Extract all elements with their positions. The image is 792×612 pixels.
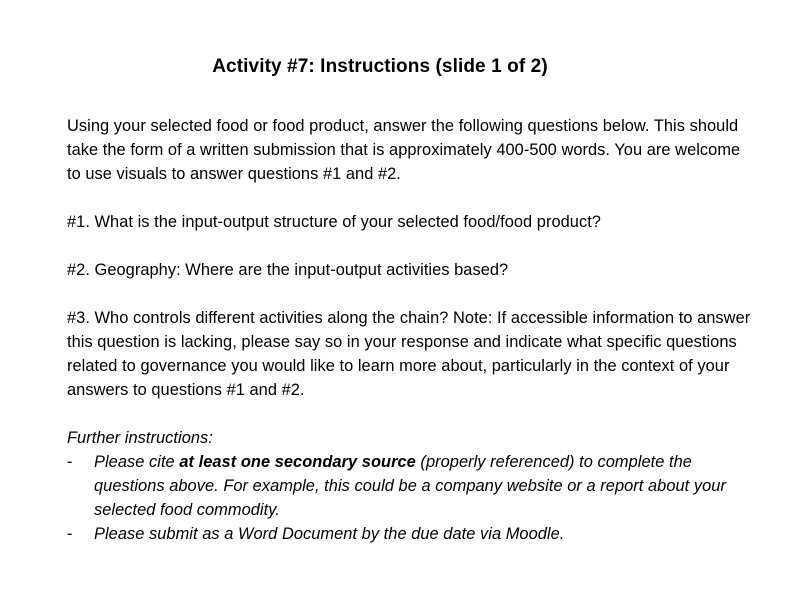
bullet-2-text: Please submit as a Word Document by the due date via Moodle. bbox=[94, 525, 565, 543]
slide-title: Activity #7: Instructions (slide 1 of 2) bbox=[212, 56, 548, 77]
question-2: #2. Geography: Where are the input-output activities based? bbox=[67, 261, 509, 279]
intro-paragraph: Using your selected food or food product, answer the following questions below. This should take the form of a written submission that is approximately 400-500 words. You are welcome to use visuals to answer questions #1 and #2. bbox=[67, 117, 741, 183]
bullet-1-emphasis: at least one secondary source bbox=[179, 453, 416, 471]
further-instructions-heading: Further instructions: bbox=[67, 429, 213, 447]
further-instructions-list bbox=[67, 450, 757, 546]
question-1: #1. What is the input-output structure of your selected food/food product? bbox=[67, 213, 601, 231]
list-item bbox=[67, 522, 757, 546]
list-item bbox=[67, 450, 757, 522]
question-3: #3. Who controls different activities along the chain? Note: If accessible information to answer this question is lacking, please say so in your response and indicate what specific questions related to governance you would like to learn more about, particularly in the context of your answers to questions #1 and #2. bbox=[67, 309, 751, 399]
bullet-dash: - bbox=[67, 525, 73, 543]
slide-body bbox=[67, 114, 757, 546]
further-instructions bbox=[67, 426, 757, 546]
bullet-1-text-end: (properly referenced) to complete the questions above. For example, this could be a company website or a report about your selected food commodity. bbox=[94, 453, 726, 519]
bullet-dash: - bbox=[67, 453, 73, 471]
bullet-1-text-start: Please cite bbox=[94, 453, 180, 471]
